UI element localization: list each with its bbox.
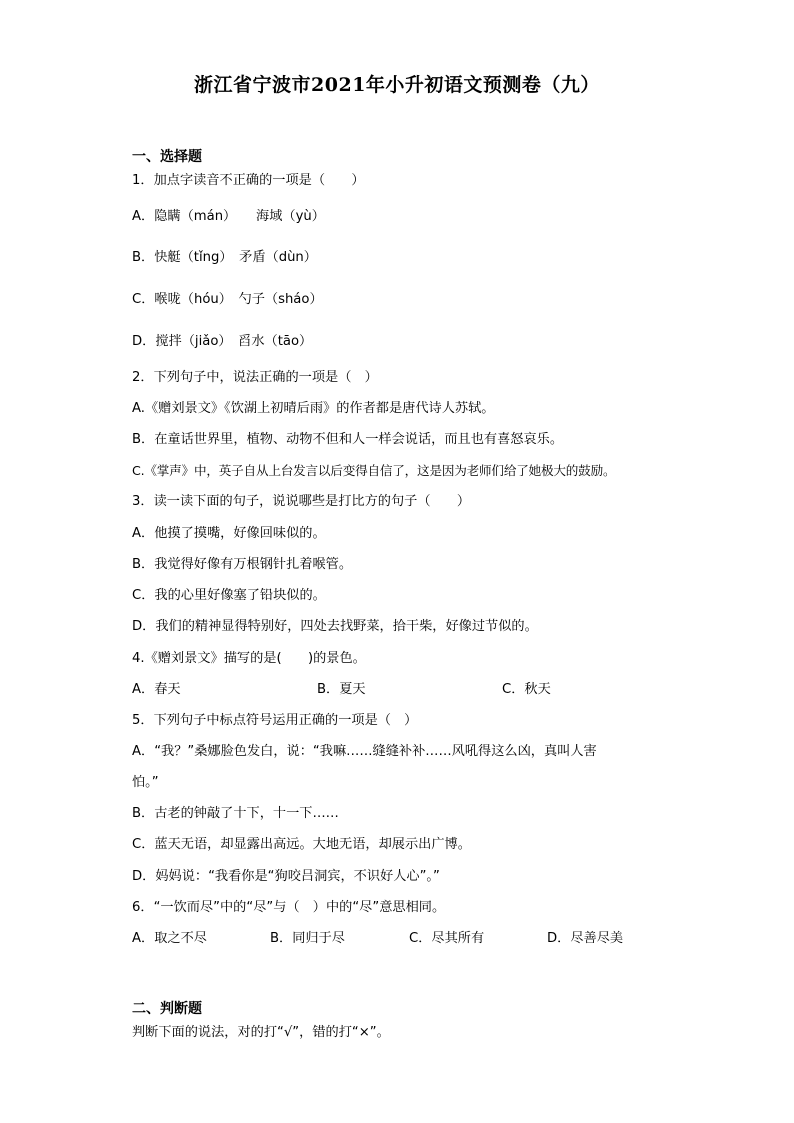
q5-stem: 5．下列句子中标点符号运用正确的一项是（ ） — [132, 713, 418, 728]
q1-option-d: D．搅拌（jiǎo） 舀水（tāo） — [132, 334, 313, 349]
q2-option-a: A.《赠刘景文》《饮湖上初晴后雨》的作者都是唐代诗人苏轼。 — [132, 401, 495, 416]
q6-option-b: B．同归于尽 — [270, 931, 345, 946]
q3-option-b: B．我觉得好像有万根钢针扎着喉管。 — [132, 557, 353, 572]
q3-option-d: D．我们的精神显得特别好，四处去找野菜，拾干柴，好像过节似的。 — [132, 619, 538, 634]
q5-option-d: D．妈妈说：“我看你是“狗咬吕洞宾，不识好人心”。” — [132, 869, 440, 884]
q3-option-c: C．我的心里好像塞了铅块似的。 — [132, 588, 326, 603]
q1-option-b: B．快艇（tǐng） 矛盾（dùn） — [132, 250, 317, 265]
q5-option-a-line1: A．“我？”桑娜脸色发白，说：“我嘛……缝缝补补……风吼得这么凶，真叫人害 — [132, 744, 597, 759]
q4-option-b: B．夏天 — [317, 682, 366, 697]
q5-option-c: C．蓝天无语，却显露出高远。大地无语，却展示出广博。 — [132, 837, 471, 852]
q6-option-d: D．尽善尽美 — [547, 931, 624, 946]
section-heading-choice: 一、选择题 — [132, 149, 202, 165]
q4-option-c: C．秋天 — [502, 682, 551, 697]
q2-stem: 2．下列句子中，说法正确的一项是（ ） — [132, 370, 378, 385]
q4-options — [132, 681, 632, 699]
section-heading-judgement: 二、判断题 — [132, 1001, 202, 1017]
q4-option-a: A．春天 — [132, 682, 181, 697]
section2-instruction: 判断下面的说法，对的打“√”，错的打“×”。 — [132, 1025, 390, 1040]
q6-stem: 6．“一饮而尽”中的“尽”与（ ）中的“尽”意思相同。 — [132, 900, 446, 915]
q6-option-c: C．尽其所有 — [409, 931, 485, 946]
q6-option-a: A．取之不尽 — [132, 931, 207, 946]
page-title: 浙江省宁波市2021年小升初语文预测卷（九） — [194, 74, 600, 96]
q4-stem: 4.《赠刘景文》描写的是( )的景色。 — [132, 651, 366, 666]
q5-option-b: B．古老的钟敲了十下，十一下…… — [132, 806, 339, 821]
q1-option-a: A．隐瞒（mán） 海域（yù） — [132, 209, 325, 224]
q2-option-c: C.《掌声》中，英子自从上台发言以后变得自信了，这是因为老师们给了她极大的鼓励。 — [132, 463, 616, 478]
q5-option-a-line2: 怕。” — [132, 775, 159, 790]
q6-options — [132, 930, 652, 948]
q3-stem: 3．读一读下面的句子，说说哪些是打比方的句子（ ） — [132, 494, 471, 509]
q1-option-c: C．喉咙（hóu） 勺子（sháo） — [132, 292, 323, 307]
q2-option-b: B．在童话世界里，植物、动物不但和人一样会说话，而且也有喜怒哀乐。 — [132, 432, 564, 447]
q1-stem: 1．加点字读音不正确的一项是（ ） — [132, 173, 365, 188]
q3-option-a: A．他摸了摸嘴，好像回味似的。 — [132, 526, 326, 541]
